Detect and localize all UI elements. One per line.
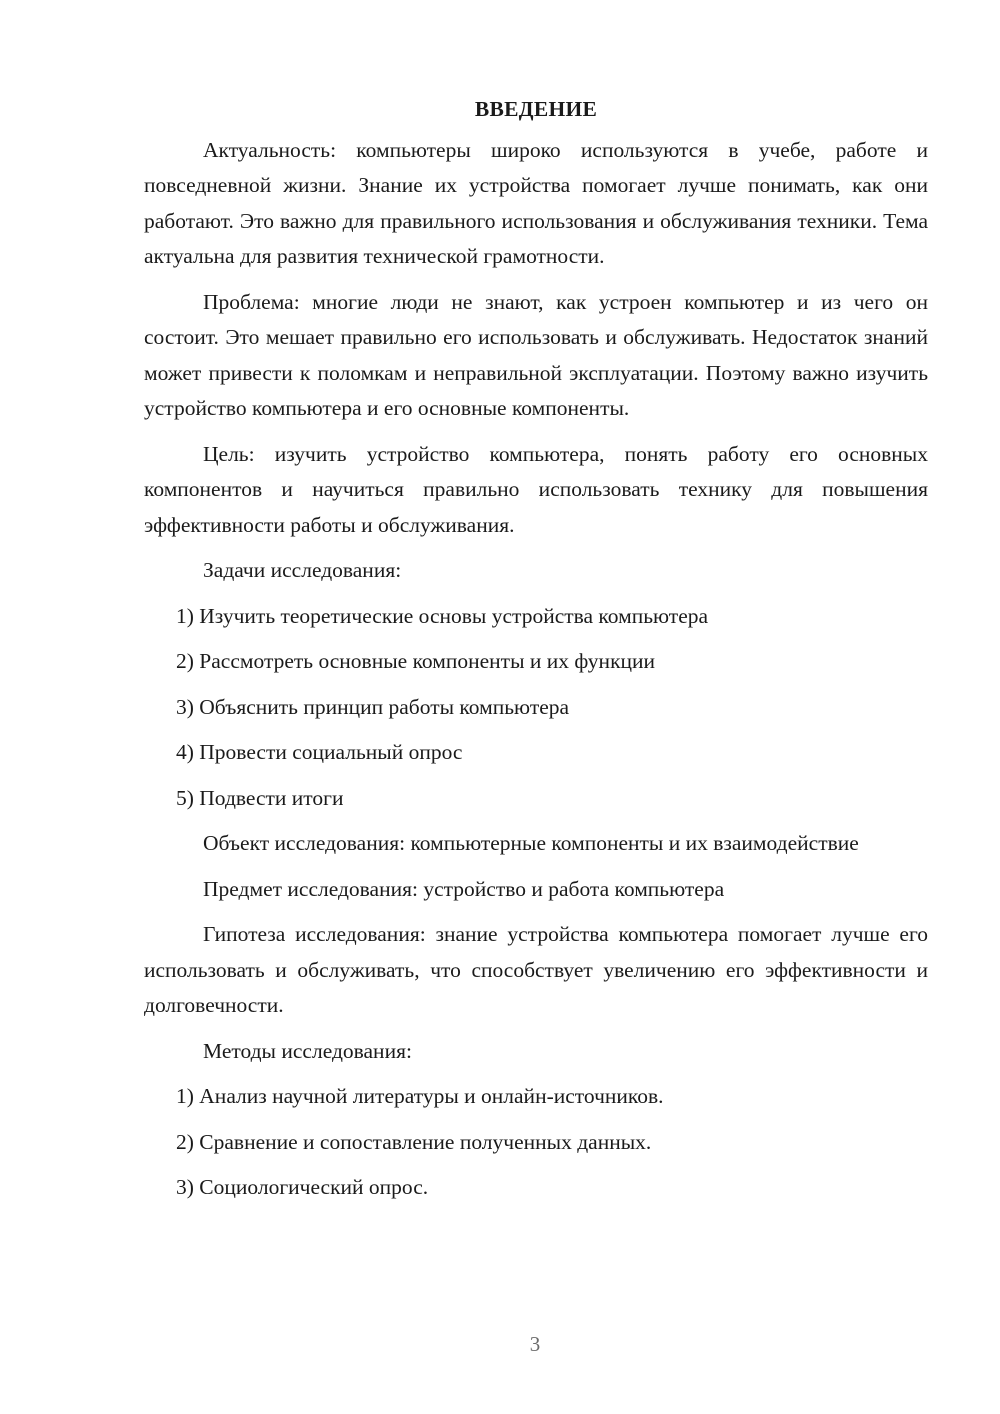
object-paragraph: Объект исследования: компьютерные компоненты и их взаимодействие: [203, 831, 859, 855]
relevance-paragraph: Актуальность: компьютеры широко используются в учебе, работе и повседневной жизни. Знание их устройства помогает лучше понимать, как они работают. Это важно для правильного использования и обслуживания техники. Тема актуальна для развития технической грамотности.: [144, 137, 928, 268]
page-number: 3: [529, 1332, 541, 1356]
method-item: 3) Социологический опрос.: [176, 1175, 429, 1199]
task-item: 5) Подвести итоги: [176, 785, 344, 810]
hypothesis-paragraph: Гипотеза исследования: знание устройства компьютера помогает лучше его использовать и обслуживать, что способствует увеличению его эффективности и долговечности.: [144, 922, 928, 1017]
goal-paragraph: Цель: изучить устройство компьютера, понять работу его основных компонентов и научиться правильно использовать технику для повышения эффективности работы и обслуживания.: [144, 441, 928, 537]
task-item: 4) Провести социальный опрос: [176, 740, 463, 764]
method-item: 1) Анализ научной литературы и онлайн-источников.: [176, 1084, 664, 1108]
task-item: 3) Объяснить принцип работы компьютера: [176, 694, 570, 719]
tasks-heading: Задачи исследования:: [203, 558, 402, 582]
document-page: [144, 92, 928, 1216]
subject-paragraph: Предмет исследования: устройство и работа компьютера: [203, 876, 725, 901]
methods-heading: Методы исследования:: [203, 1038, 412, 1063]
method-item: 2) Сравнение и сопоставление полученных данных.: [176, 1129, 652, 1154]
page-title: ВВЕДЕНИЕ: [474, 97, 598, 121]
task-item: 1) Изучить теоретические основы устройства компьютера: [176, 603, 709, 628]
problem-paragraph: Проблема: многие люди не знают, как устроен компьютер и из чего он состоит. Это мешает правильно его использовать и обслуживать. Недостаток знаний может привести к поломкам и неправильной эксплуатации. Поэтому важно изучить устройство компьютера и его основные компоненты.: [144, 289, 928, 420]
task-item: 2) Рассмотреть основные компоненты и их функции: [176, 649, 656, 673]
